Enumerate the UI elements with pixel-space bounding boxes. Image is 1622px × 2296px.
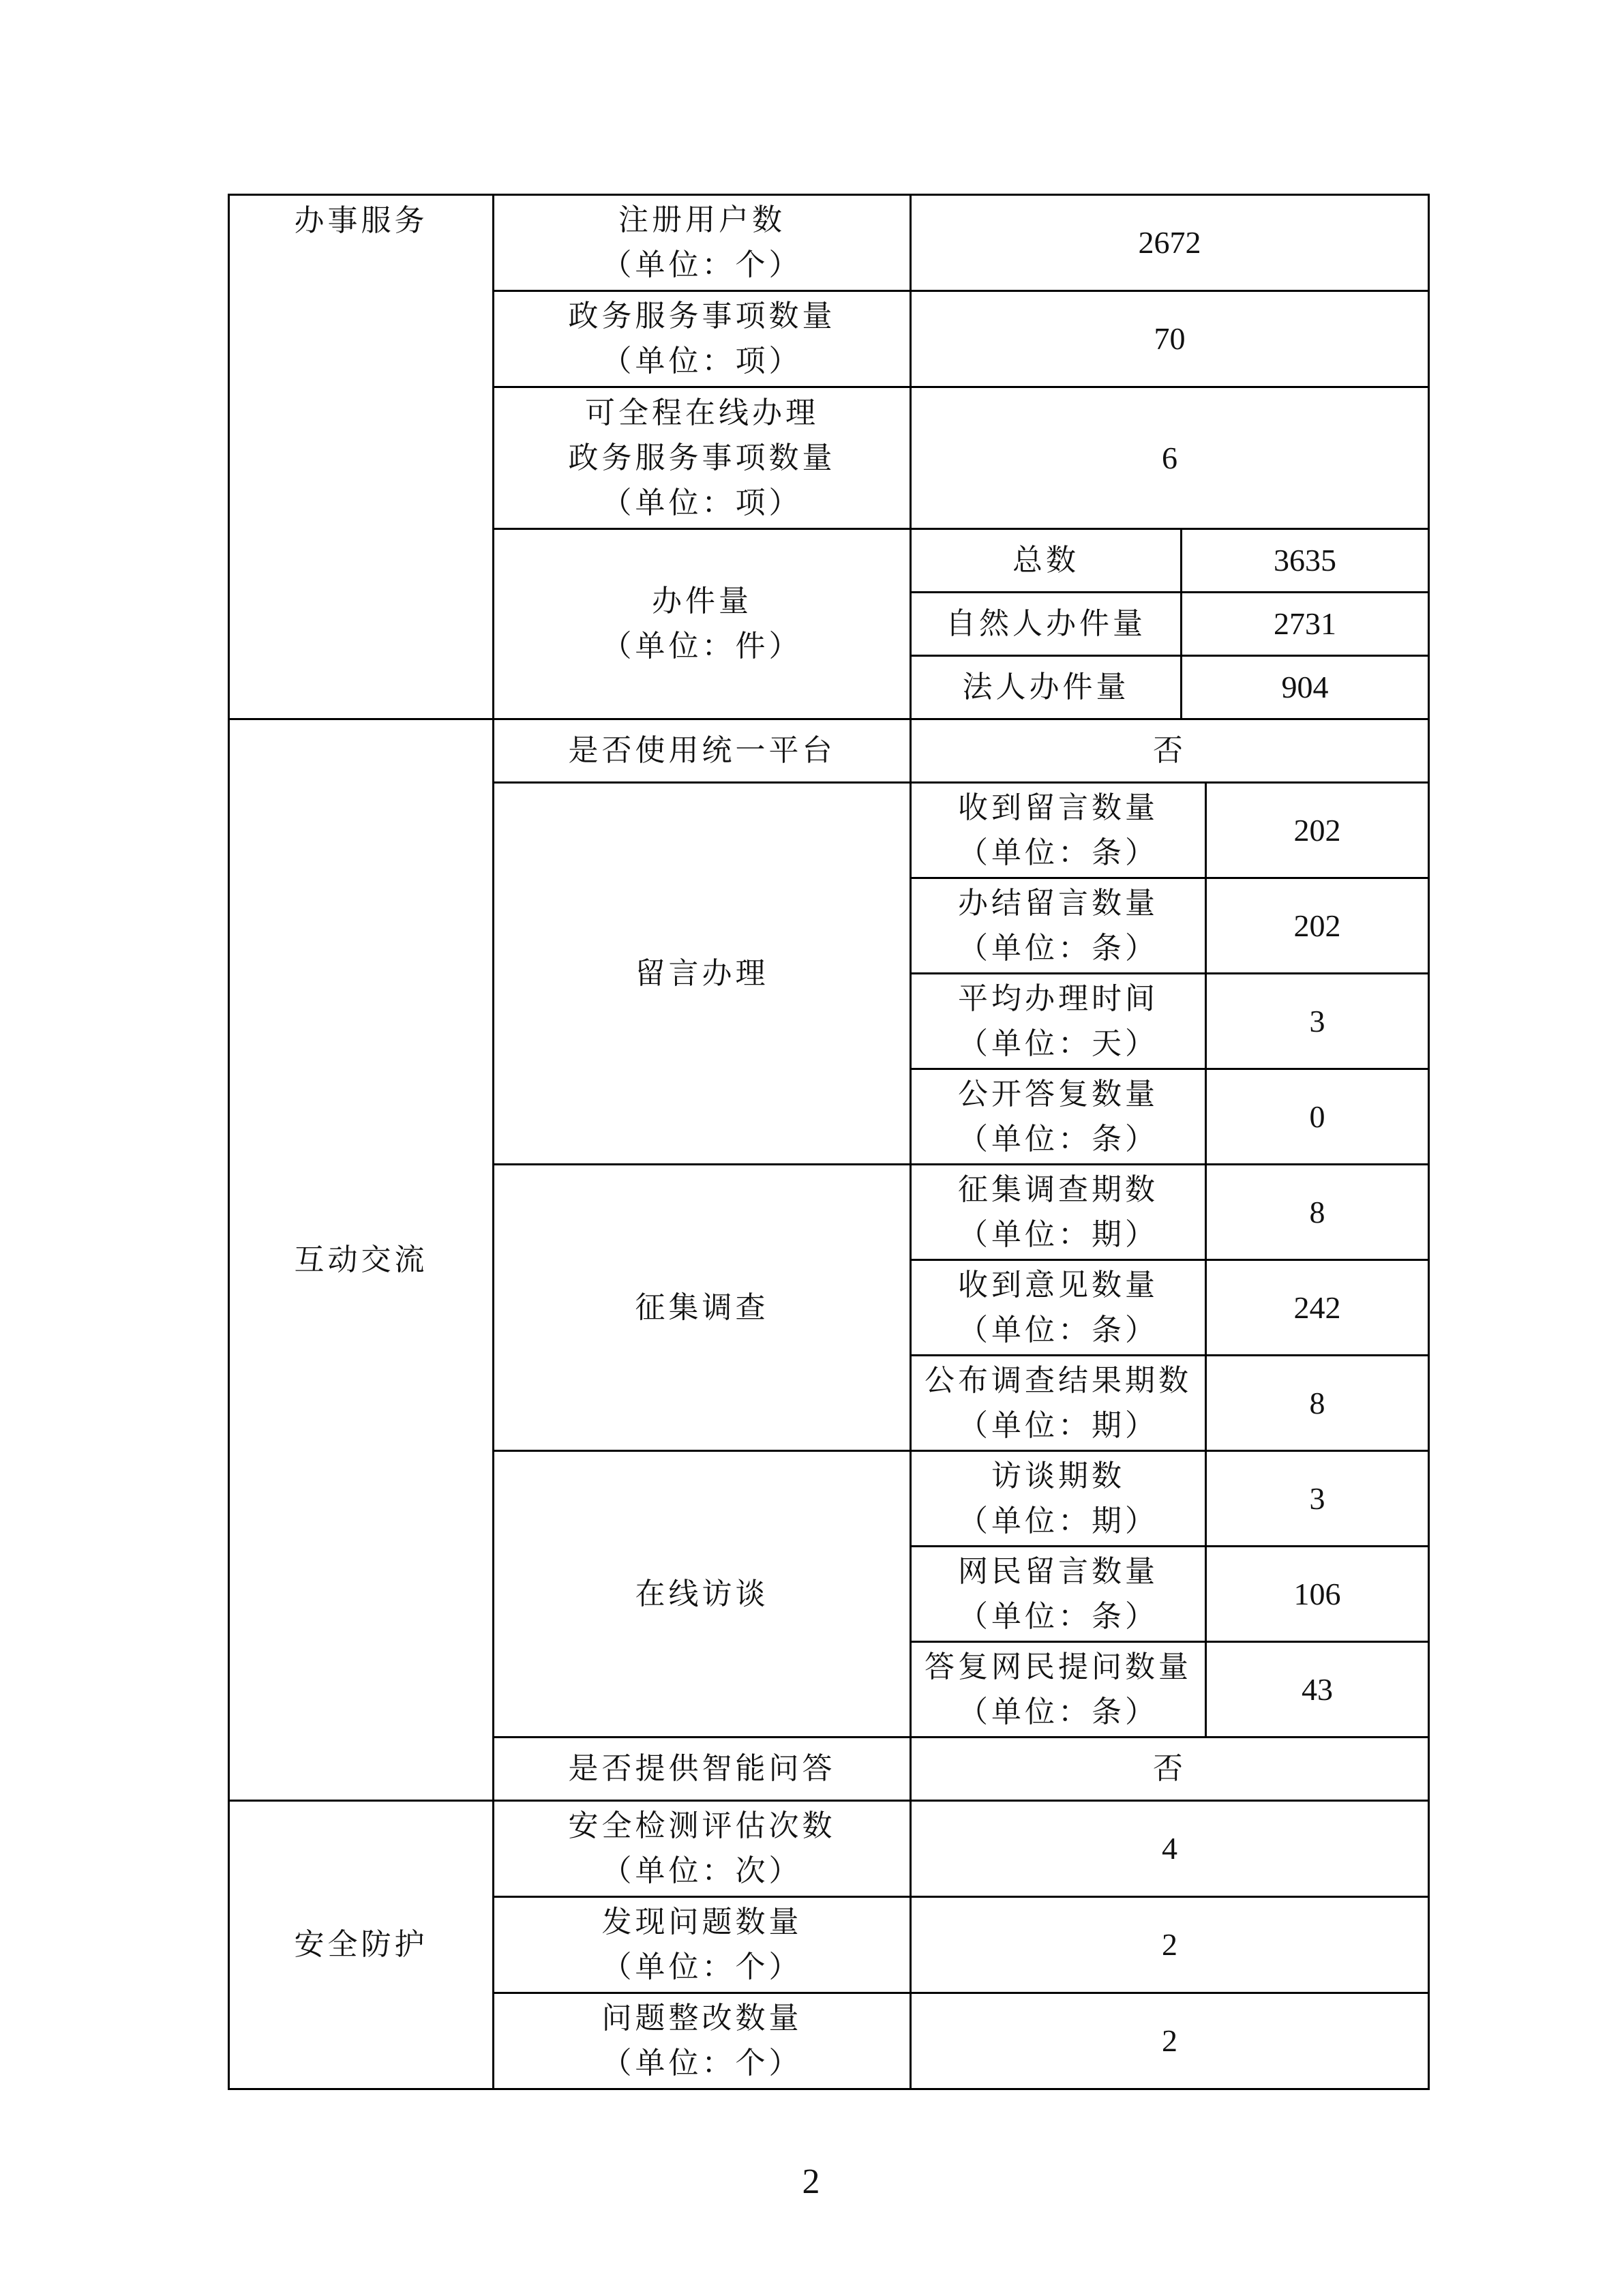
smart-qa-value: 否 xyxy=(911,1738,1429,1801)
interview-periods-value: 3 xyxy=(1206,1451,1429,1547)
interview-periods-label: 访谈期数 （单位：期） xyxy=(911,1451,1206,1547)
issues-fixed-value: 2 xyxy=(911,1993,1429,2089)
interview-messages-value: 106 xyxy=(1206,1547,1429,1642)
messages-public-replies-label: 公开答复数量 （单位：条） xyxy=(911,1069,1206,1165)
interview-group-name: 在线访谈 xyxy=(494,1451,911,1738)
survey-opinions-value: 242 xyxy=(1206,1260,1429,1356)
messages-received-label: 收到留言数量 （单位：条） xyxy=(911,783,1206,878)
issues-found-value: 2 xyxy=(911,1897,1429,1993)
cases-total-label: 总数 xyxy=(911,529,1182,593)
online-items-label: 可全程在线办理 政务服务事项数量 （单位：项） xyxy=(494,387,911,529)
survey-periods-label: 征集调查期数 （单位：期） xyxy=(911,1165,1206,1260)
cases-natural-label: 自然人办件量 xyxy=(911,593,1182,656)
issues-fixed-label: 问题整改数量 （单位：个） xyxy=(494,1993,911,2089)
cases-legal-value: 904 xyxy=(1182,656,1429,719)
cases-label: 办件量 （单位：件） xyxy=(494,529,911,719)
issues-found-label: 发现问题数量 （单位：个） xyxy=(494,1897,911,1993)
survey-results-value: 8 xyxy=(1206,1356,1429,1451)
messages-completed-value: 202 xyxy=(1206,878,1429,974)
section-security-name: 安全防护 xyxy=(229,1801,494,2089)
unified-platform-label: 是否使用统一平台 xyxy=(494,719,911,783)
unified-platform-value: 否 xyxy=(911,719,1429,783)
messages-group-name: 留言办理 xyxy=(494,783,911,1165)
survey-results-label: 公布调查结果期数 （单位：期） xyxy=(911,1356,1206,1451)
survey-opinions-label: 收到意见数量 （单位：条） xyxy=(911,1260,1206,1356)
cases-legal-label: 法人办件量 xyxy=(911,656,1182,719)
security-checks-value: 4 xyxy=(911,1801,1429,1897)
interview-answers-value: 43 xyxy=(1206,1642,1429,1738)
messages-received-value: 202 xyxy=(1206,783,1429,878)
registered-users-label: 注册用户数 （单位：个） xyxy=(494,195,911,291)
statistics-table xyxy=(228,194,1430,2090)
survey-group-name: 征集调查 xyxy=(494,1165,911,1451)
section-service-name: 办事服务 xyxy=(229,195,494,719)
messages-avg-time-value: 3 xyxy=(1206,974,1429,1069)
online-items-value: 6 xyxy=(911,387,1429,529)
service-items-label: 政务服务事项数量 （单位：项） xyxy=(494,291,911,387)
messages-public-replies-value: 0 xyxy=(1206,1069,1429,1165)
table-row xyxy=(229,719,1429,783)
messages-avg-time-label: 平均办理时间 （单位：天） xyxy=(911,974,1206,1069)
smart-qa-label: 是否提供智能问答 xyxy=(494,1738,911,1801)
section-interaction-name: 互动交流 xyxy=(229,719,494,1801)
page-number: 2 xyxy=(802,2162,820,2201)
table-row xyxy=(229,195,1429,291)
table-row xyxy=(229,1801,1429,1897)
interview-messages-label: 网民留言数量 （单位：条） xyxy=(911,1547,1206,1642)
cases-total-value: 3635 xyxy=(1182,529,1429,593)
security-checks-label: 安全检测评估次数 （单位：次） xyxy=(494,1801,911,1897)
cases-natural-value: 2731 xyxy=(1182,593,1429,656)
interview-answers-label: 答复网民提问数量 （单位：条） xyxy=(911,1642,1206,1738)
survey-periods-value: 8 xyxy=(1206,1165,1429,1260)
service-items-value: 70 xyxy=(911,291,1429,387)
messages-completed-label: 办结留言数量 （单位：条） xyxy=(911,878,1206,974)
registered-users-value: 2672 xyxy=(911,195,1429,291)
